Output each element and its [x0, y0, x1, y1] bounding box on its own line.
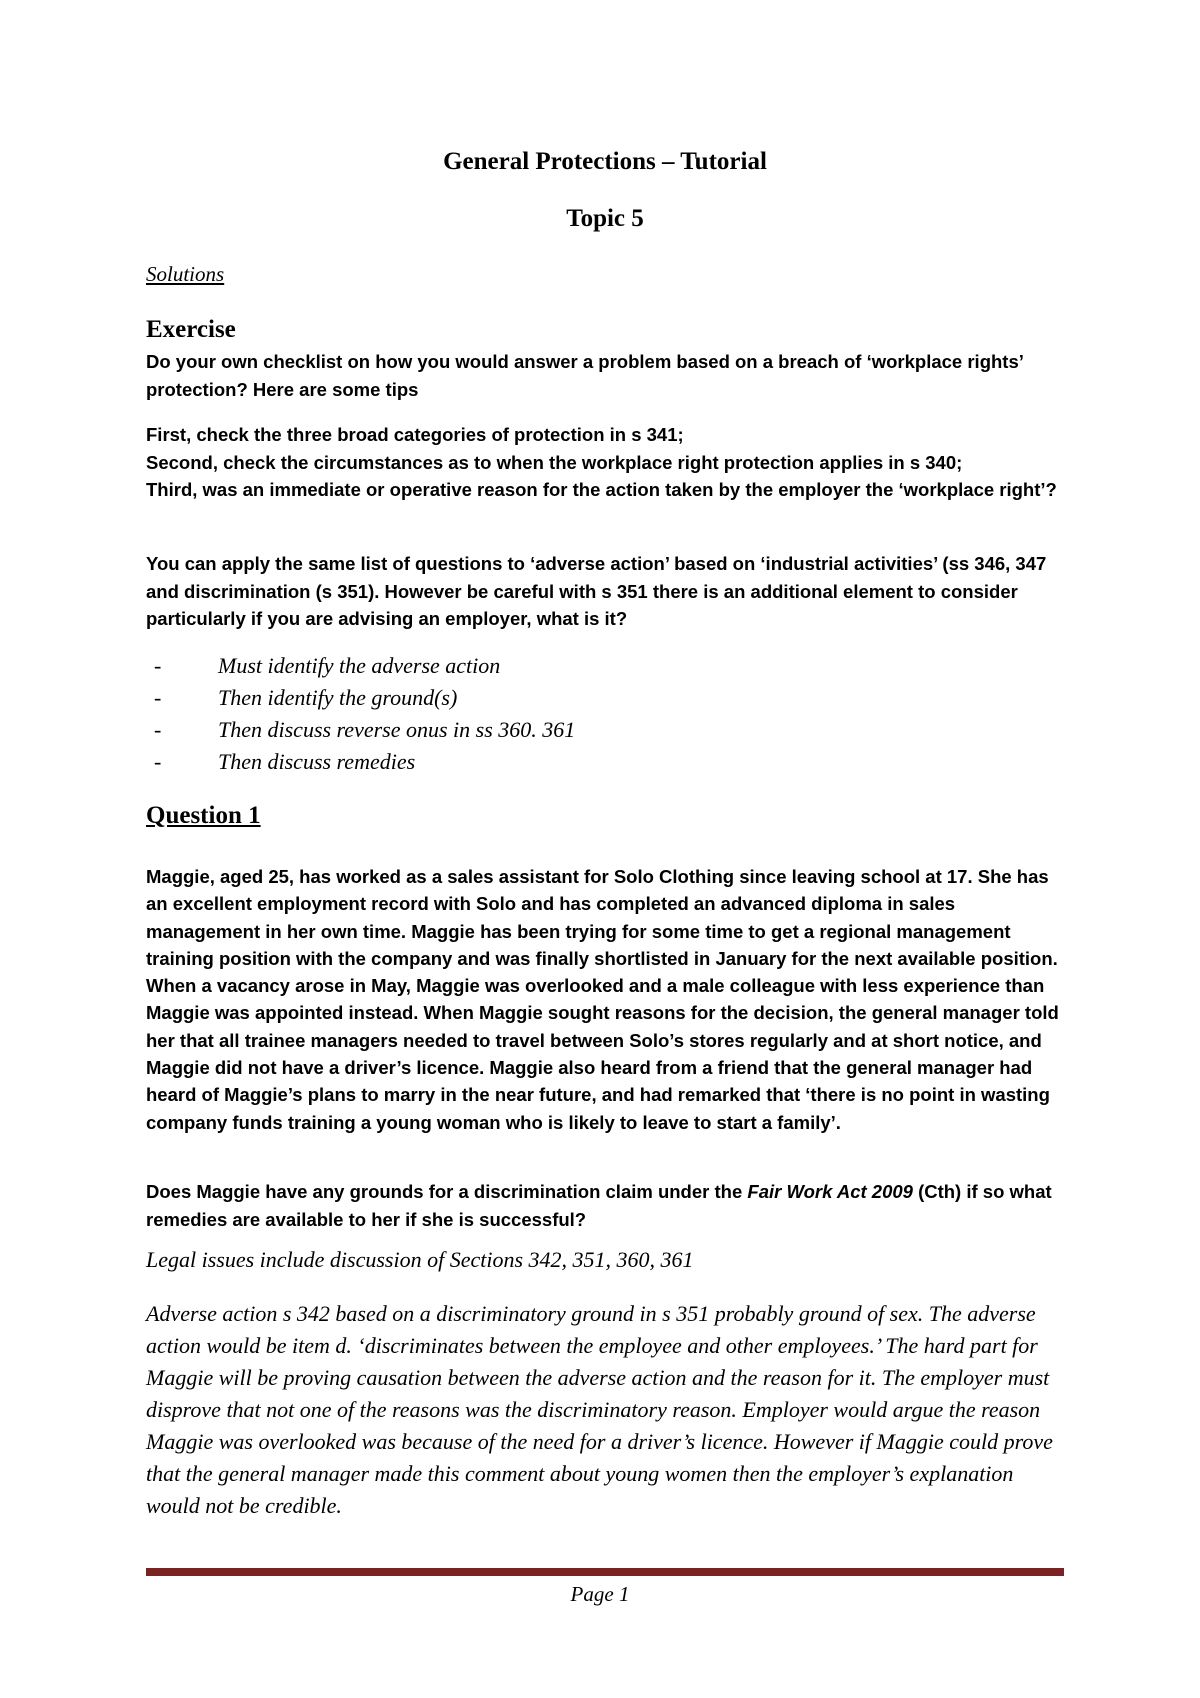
act-name: Fair Work Act 2009	[747, 1181, 913, 1202]
question-prompt: Does Maggie have any grounds for a discrimination claim under the Fair Work Act 2009 (Cth) if so what remedies are available to her if she is successful?	[146, 1181, 1052, 1230]
solutions-label: Solutions	[146, 262, 225, 286]
list-item: - Must identify the adverse action	[146, 650, 1064, 682]
list-item: - Then discuss reverse onus in ss 360. 361	[146, 714, 1064, 746]
bullet-dash: -	[154, 653, 162, 678]
step-third: Third, was an immediate or operative reason for the action taken by the employer the ‘workplace right’?	[146, 479, 1057, 500]
exercise-apply: You can apply the same list of questions to ‘adverse action’ based on ‘industrial activities’ (ss 346, 347 and discrimination (s 351). However be careful with s 351 there is an additional element to consider particularly if you are advising an employer, what is it?	[146, 553, 1047, 629]
bullet-dash: -	[154, 685, 162, 710]
page-number: Page 1	[570, 1582, 630, 1606]
topic-label: Topic 5	[566, 205, 644, 232]
footer-rule	[146, 1568, 1064, 1576]
exercise-intro: Do your own checklist on how you would answer a problem based on a breach of ‘workplace rights’ protection? Here are some tips	[146, 351, 1023, 400]
question-heading: Question 1	[146, 802, 261, 829]
bullet-dash: -	[154, 717, 162, 742]
legal-issues: Legal issues include discussion of Sections 342, 351, 360, 361	[146, 1247, 694, 1272]
question-scenario: Maggie, aged 25, has worked as a sales assistant for Solo Clothing since leaving school at 17. She has an excellent employment record with Solo and has completed an advanced diploma in sales management in her own time. Maggie has been trying for some time to get a regional management training position with the company and was finally shortlisted in January for the next available position. When a vacancy arose in May, Maggie was overlooked and a male colleague with less experience than Maggie was appointed instead. When Maggie sought reasons for the decision, the general manager told her that all trainee managers needed to travel between Solo’s stores regularly and at short notice, and Maggie did not have a driver’s licence. Maggie also heard from a friend that the general manager had heard of Maggie’s plans to marry in the near future, and had remarked that ‘there is no point in wasting company funds training a young woman who is likely to leave to start a family’.	[146, 866, 1059, 1133]
exercise-heading: Exercise	[146, 316, 236, 343]
checklist-bullets	[146, 650, 1064, 778]
list-item: - Then discuss remedies	[146, 746, 1064, 778]
bullet-dash: -	[154, 749, 162, 774]
document-title: General Protections – Tutorial	[443, 148, 767, 175]
step-first: First, check the three broad categories of protection in s 341;	[146, 424, 684, 445]
step-second: Second, check the circumstances as to when the workplace right protection applies in s 340;	[146, 451, 963, 473]
answer-text: Adverse action s 342 based on a discriminatory ground in s 351 probably ground of sex. The adverse action would be item d. ‘discriminates between the employee and other employees.’ The hard part for Maggie will be proving causation between the adverse action and the reason for it. The employer must disprove that not one of the reasons was the discriminatory reason. Employer would argue the reason Maggie was overlooked was because of the need for a driver’s licence. However if Maggie could prove that the general manager made this comment about young women then the employer’s explanation would not be credible.	[146, 1301, 1053, 1518]
exercise-steps	[146, 421, 1064, 504]
list-item: - Then identify the ground(s)	[146, 682, 1064, 714]
